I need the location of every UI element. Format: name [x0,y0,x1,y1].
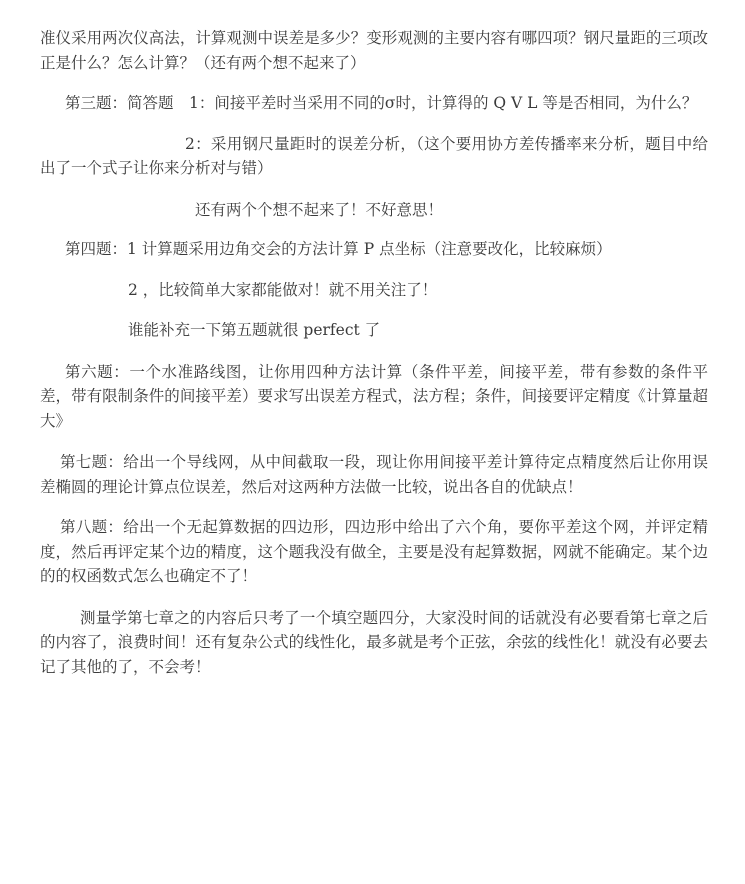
paragraph-question-4-item-1: 第四题：1 计算题采用边角交会的方法计算 P 点坐标（注意要改化，比较麻烦） [65,240,612,258]
paragraph-question-4-item-2: 2 ，比较简单大家都能做对！就不用关注了！ [128,280,438,299]
paragraph-exam-question-2-continuation: 准仪采用两次仪高法，计算观测中误差是多少？变形观测的主要内容有哪四项？钢尺量距的三项改正是什么？怎么计算？（还有两个想不起来了） [40,29,708,72]
paragraph-question-7: 第七题：给出一个导线网，从中间截取一段，现让你用间接平差计算待定点精度然后让你用误差椭圆的理论计算点位误差，然后对这两种方法做一比较，说出各自的优缺点！ [40,453,708,496]
paragraph-question-8: 第八题：给出一个无起算数据的四边形，四边形中给出了六个角，要你平差这个网，并评定精度，然后再评定某个边的精度，这个题我没有做全，主要是没有起算数据，网就不能确定。某个边的的权函数式怎么也确定不了！ [40,518,708,585]
paragraph-question-5-note: 谁能补充一下第五题就很 perfect 了 [128,321,381,339]
paragraph-question-3-item-2: 2：采用钢尺量距时的误差分析，（这个要用协方差传播率来分析，题目中给出了一个式子让你来分析对与错） [40,134,708,177]
paragraph-question-6: 第六题：一个水准路线图，让你用四种方法计算（条件平差，间接平差，带有参数的条件平差，带有限制条件的间接平差）要求写出误差方程式，法方程；条件，间接要评定精度《计算量超大》 [40,362,708,430]
paragraph-question-3-item-1: 第三题：简答题 1：间接平差时当采用不同的σ时，计算得的 Q V L 等是否相同，为什么？ [65,94,698,112]
paragraph-question-3-note: 还有两个个想不起来了！不好意思！ [195,200,444,219]
paragraph-surveying-chapter-7-note: 测量学第七章之的内容后只考了一个填空题四分，大家没时间的话就没有必要看第七章之后的内容了，浪费时间！还有复杂公式的线性化，最多就是考个正弦，余弦的线性化！就没有必要去记了其他的了，不会考！ [40,608,708,676]
document-body [40,26,708,679]
